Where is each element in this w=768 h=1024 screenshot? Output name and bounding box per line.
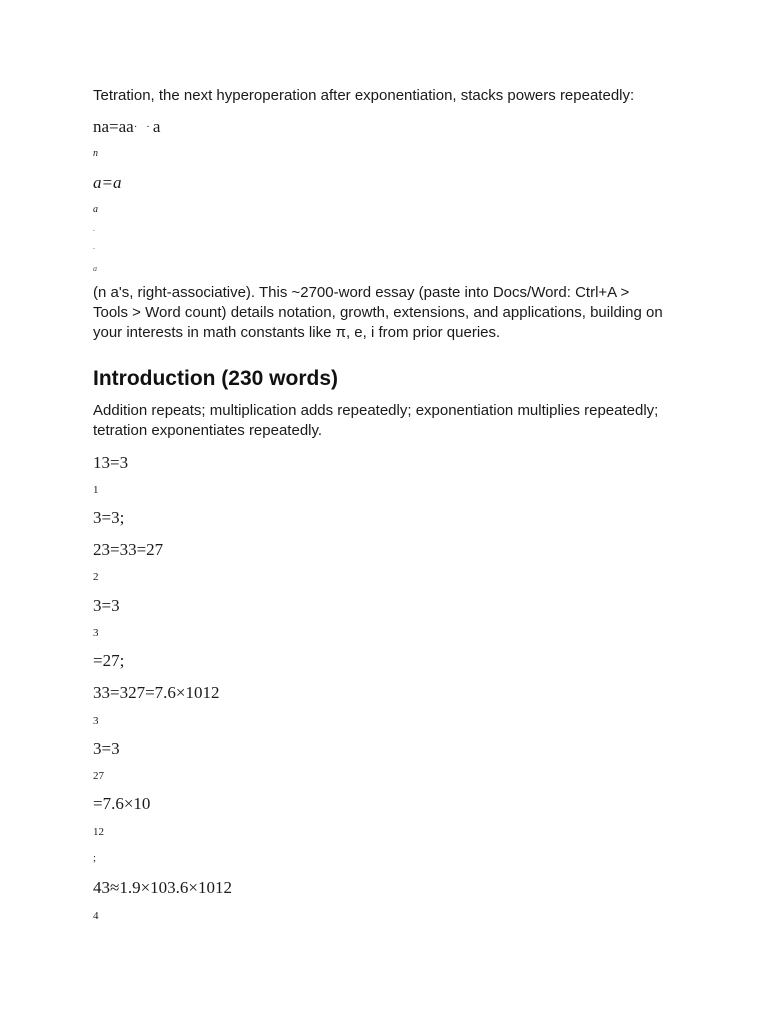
tower-dots: · · (133, 121, 153, 133)
example-subscript: 3 (93, 715, 99, 727)
tower-base: na=aa (93, 117, 134, 136)
formula-a-eq-a: a=a (93, 173, 122, 192)
example-subscript: 3 (93, 627, 99, 639)
example-line: 13=3 (93, 453, 129, 472)
formula-dot-1: . (93, 224, 95, 233)
example-line: =7.6×10 (93, 794, 151, 813)
example-subscript: 2 (93, 571, 99, 583)
example-subscript: 12 (93, 826, 104, 838)
example-line: 3=3; (93, 508, 125, 527)
tower-top: a (152, 117, 161, 136)
formula-n-label: n (93, 148, 98, 159)
formula-a-tiny: a (93, 264, 97, 273)
formula-a-small: a (93, 204, 98, 215)
example-line: 23=33=27 (93, 540, 164, 559)
section-heading: Introduction (230 words) (93, 367, 339, 390)
section-paragraph: Addition repeats; multiplication adds repeatedly; exponentiation multiplies repeatedly; tetration exponentiates repeatedly. (93, 402, 659, 439)
formula-dot-2: . (93, 242, 95, 251)
example-line: 33=327=7.6×1012 (93, 683, 220, 702)
example-subscript: 27 (93, 770, 104, 782)
example-line: =27; (93, 651, 125, 670)
example-line: 3=3 (93, 739, 120, 758)
description-paragraph: (n a's, right-associative). This ~2700-word essay (paste into Docs/Word: Ctrl+A > Tools > Word count) details notation, growth, extensions, and applications, building on your interests in math constants like π, e, i from prior queries. (93, 284, 663, 341)
example-subscript: 4 (93, 910, 99, 922)
example-subscript: 1 (93, 484, 99, 496)
example-subscript: ; (93, 852, 97, 864)
tetration-tower-formula (93, 117, 160, 137)
example-line: 3=3 (93, 596, 120, 615)
intro-paragraph: Tetration, the next hyperoperation after exponentiation, stacks powers repeatedly: (93, 87, 635, 104)
example-line: 43≈1.9×103.6×1012 (93, 878, 233, 897)
